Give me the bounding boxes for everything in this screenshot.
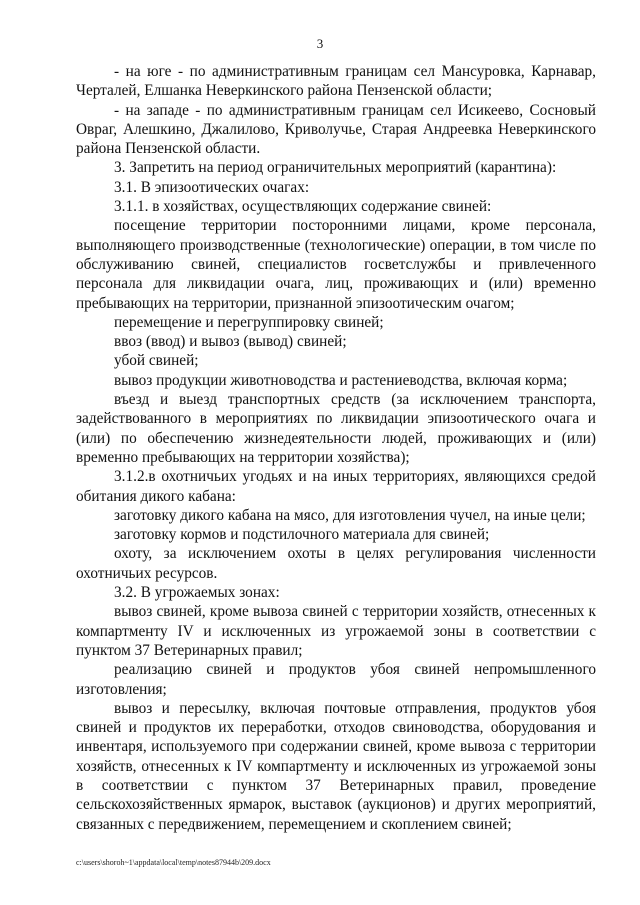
paragraph-slaughter-restriction: убой свиней; xyxy=(114,352,199,370)
footer-file-path: c:\users\shoroh~1\appdata\local\temp\notes87944b\209.docx xyxy=(76,858,271,867)
paragraph-3-1-heading: 3.1. В эпизоотических очагах: xyxy=(114,178,310,196)
paragraph-west-boundary: - на западе - по административным границам сел Исикеево, Сосновый Овраг, Алешкино, Джалилово, Криволучье, Старая Андреевка Неверкинского района Пензенской области. xyxy=(76,101,596,158)
page-number: 3 xyxy=(316,36,324,51)
paragraph-hunting-restriction: охоту, за исключением охоты в целях регулирования численности охотничьих ресурсов. xyxy=(76,545,596,582)
paragraph-3-1-1-heading: 3.1.1. в хозяйствах, осуществляющих содержание свиней: xyxy=(114,198,492,216)
paragraph-transport-restriction: въезд и выезд транспортных средств (за исключением транспорта, задействованного в мероприятиях по ликвидации эпизоотического очага и (или) по обеспечению жизнедеятельности людей, проживающих и (или) временно пребывающих на территории хозяйства); xyxy=(76,391,596,466)
paragraph-regroup-restriction: перемещение и перегруппировку свиней; xyxy=(114,313,384,331)
paragraph-3-2-heading: 3.2. В угрожаемых зонах: xyxy=(114,584,280,602)
paragraph-south-boundary: - на юге - по административным границам сел Мансуровка, Карнавар, Черталей, Елшанка Неверкинского района Пензенской области; xyxy=(76,63,596,100)
paragraph-export-products-restriction: вывоз продукции животноводства и растениеводства, включая корма; xyxy=(114,371,568,389)
paragraph-export-pigs-restriction: вывоз свиней, кроме вывоза свиней с территории хозяйств, отнесенных к компартменту IV и исключенных из угрожаемой зоны в соответствии с пунктом 37 Ветеринарных правил; xyxy=(76,603,596,659)
paragraph-shipping-restriction: вывоз и пересылку, включая почтовые отправления, продуктов убоя свиней и продуктов их переработки, отходов свиноводства, оборудования и инвентаря, используемого при содержании свиней, кроме вывоза с территории хозяйств, отнесенных к IV компартменту и исключенных из угрожаемой зоны в соответствии с пунктом 37 Ветеринарных правил, проведение сельскохозяйственных ярмарок, выставок (аукционов) и других мероприятий, связанных с передвижением, перемещением и скоплением свиней; xyxy=(76,699,596,833)
paragraph-boar-restriction: заготовку дикого кабана на мясо, для изготовления чучел, на иные цели; xyxy=(114,506,586,524)
paragraph-sale-restriction: реализацию свиней и продуктов убоя свиней непромышленного изготовления; xyxy=(76,661,596,698)
paragraph-3-heading: 3. Запретить на период ограничительных мероприятий (карантина): xyxy=(114,159,557,177)
document-body xyxy=(76,62,596,834)
paragraph-feed-restriction: заготовку кормов и подстилочного материала для свиней; xyxy=(114,526,490,544)
paragraph-3-1-2-heading: 3.1.2.в охотничьих угодьях и на иных территориях, являющихся средой обитания дикого кабана: xyxy=(76,468,596,505)
paragraph-import-restriction: ввоз (ввод) и вывоз (вывод) свиней; xyxy=(114,333,347,351)
paragraph-visit-restriction: посещение территории посторонними лицами, кроме персонала, выполняющего производственные (технологические) операции, в том числе по обслуживанию свиней, специалистов госветслужбы и привлеченного персонала для ликвидации очага, лиц, проживающих и (или) временно пребывающих на территории, признанной эпизоотическим очагом; xyxy=(76,217,596,312)
